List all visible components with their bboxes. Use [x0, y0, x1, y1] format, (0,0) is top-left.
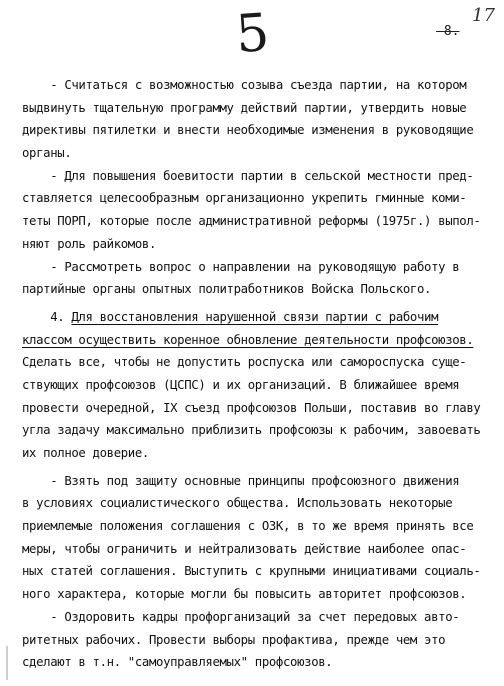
text-line: ствующих профсоюзов (ЦСПС) и их организаций. В ближайшее время — [22, 377, 460, 392]
text-line-numbered-heading — [22, 306, 494, 329]
text-line: партийные органы опытных политработников Войска Польского. — [22, 282, 432, 297]
text-line: в условиях социалистического общества. Использовать некоторые — [22, 496, 453, 511]
text-line: ставляется целесообразным организационно укрепить гминные коми- — [22, 191, 467, 206]
text-line: приемлемые положения соглашения с ОЗК, в то же время принять все — [22, 519, 474, 534]
text-line: - Для повышения боевитости партии в сельской местности пред- — [22, 168, 474, 183]
text-line: Сделать все, чтобы не допустить роспуска или самороспуска суще- — [22, 355, 467, 370]
text-line: ного характера, которые могли бы повысить авторитет профсоюзов. — [22, 587, 467, 602]
text-line: ритетных рабочих. Провести выборы профактива, прежде чем это — [22, 632, 446, 647]
text-line: - Считаться с возможностью созыва съезда партии, на котором — [22, 78, 467, 92]
underlined-heading: классом осуществить коренное обновление деятельности профсоюзов. — [22, 332, 474, 347]
text-line: органы. — [22, 146, 72, 161]
text-line: - Рассмотреть вопрос о направлении на руководящую работу в — [22, 259, 460, 274]
typed-page-number: -8. — [436, 24, 460, 39]
text-line: ных статей соглашения. Выступить с крупными инициативами социаль- — [22, 564, 481, 579]
text-line: их полное доверие. — [22, 446, 149, 460]
text-line: няют роль райкомов. — [22, 236, 157, 251]
item-number: 4. — [22, 309, 72, 324]
text-line: директивы пятилетки и внести необходимые изменения в руководящие — [22, 123, 474, 138]
text-line: теты ПОРП, которые после административной реформы (1975г.) выпол- — [22, 214, 481, 229]
text-line: угла задачу максимально приблизить профсоюзы к рабочим, завоевать — [22, 423, 481, 438]
text-line: сделают в т.н. "самоуправляемых" профсоюзов. — [22, 655, 333, 670]
ink-page-number: 17 — [472, 5, 495, 26]
handwritten-page-number: 5 — [233, 2, 272, 66]
underlined-heading: Для восстановления нарушенной связи партии с рабочим — [71, 309, 439, 324]
text-line: выдвинуть тщательную программу действий партии, утвердить новые — [22, 100, 467, 115]
text-line: - Взять под защиту основные принципы профсоюзного движения — [22, 473, 460, 488]
text-line-underlined — [22, 329, 494, 352]
text-line: - Оздоровить кадры профорганизаций за счет передовых авто- — [22, 609, 460, 624]
text-line: меры, чтобы ограничить и нейтрализовать действие наиболее опас- — [22, 541, 467, 556]
document-body — [22, 74, 494, 674]
scan-margin-mark — [6, 646, 8, 680]
text-line: провести очередной, IX съезд профсоюзов Польши, поставив во главу — [22, 400, 481, 415]
